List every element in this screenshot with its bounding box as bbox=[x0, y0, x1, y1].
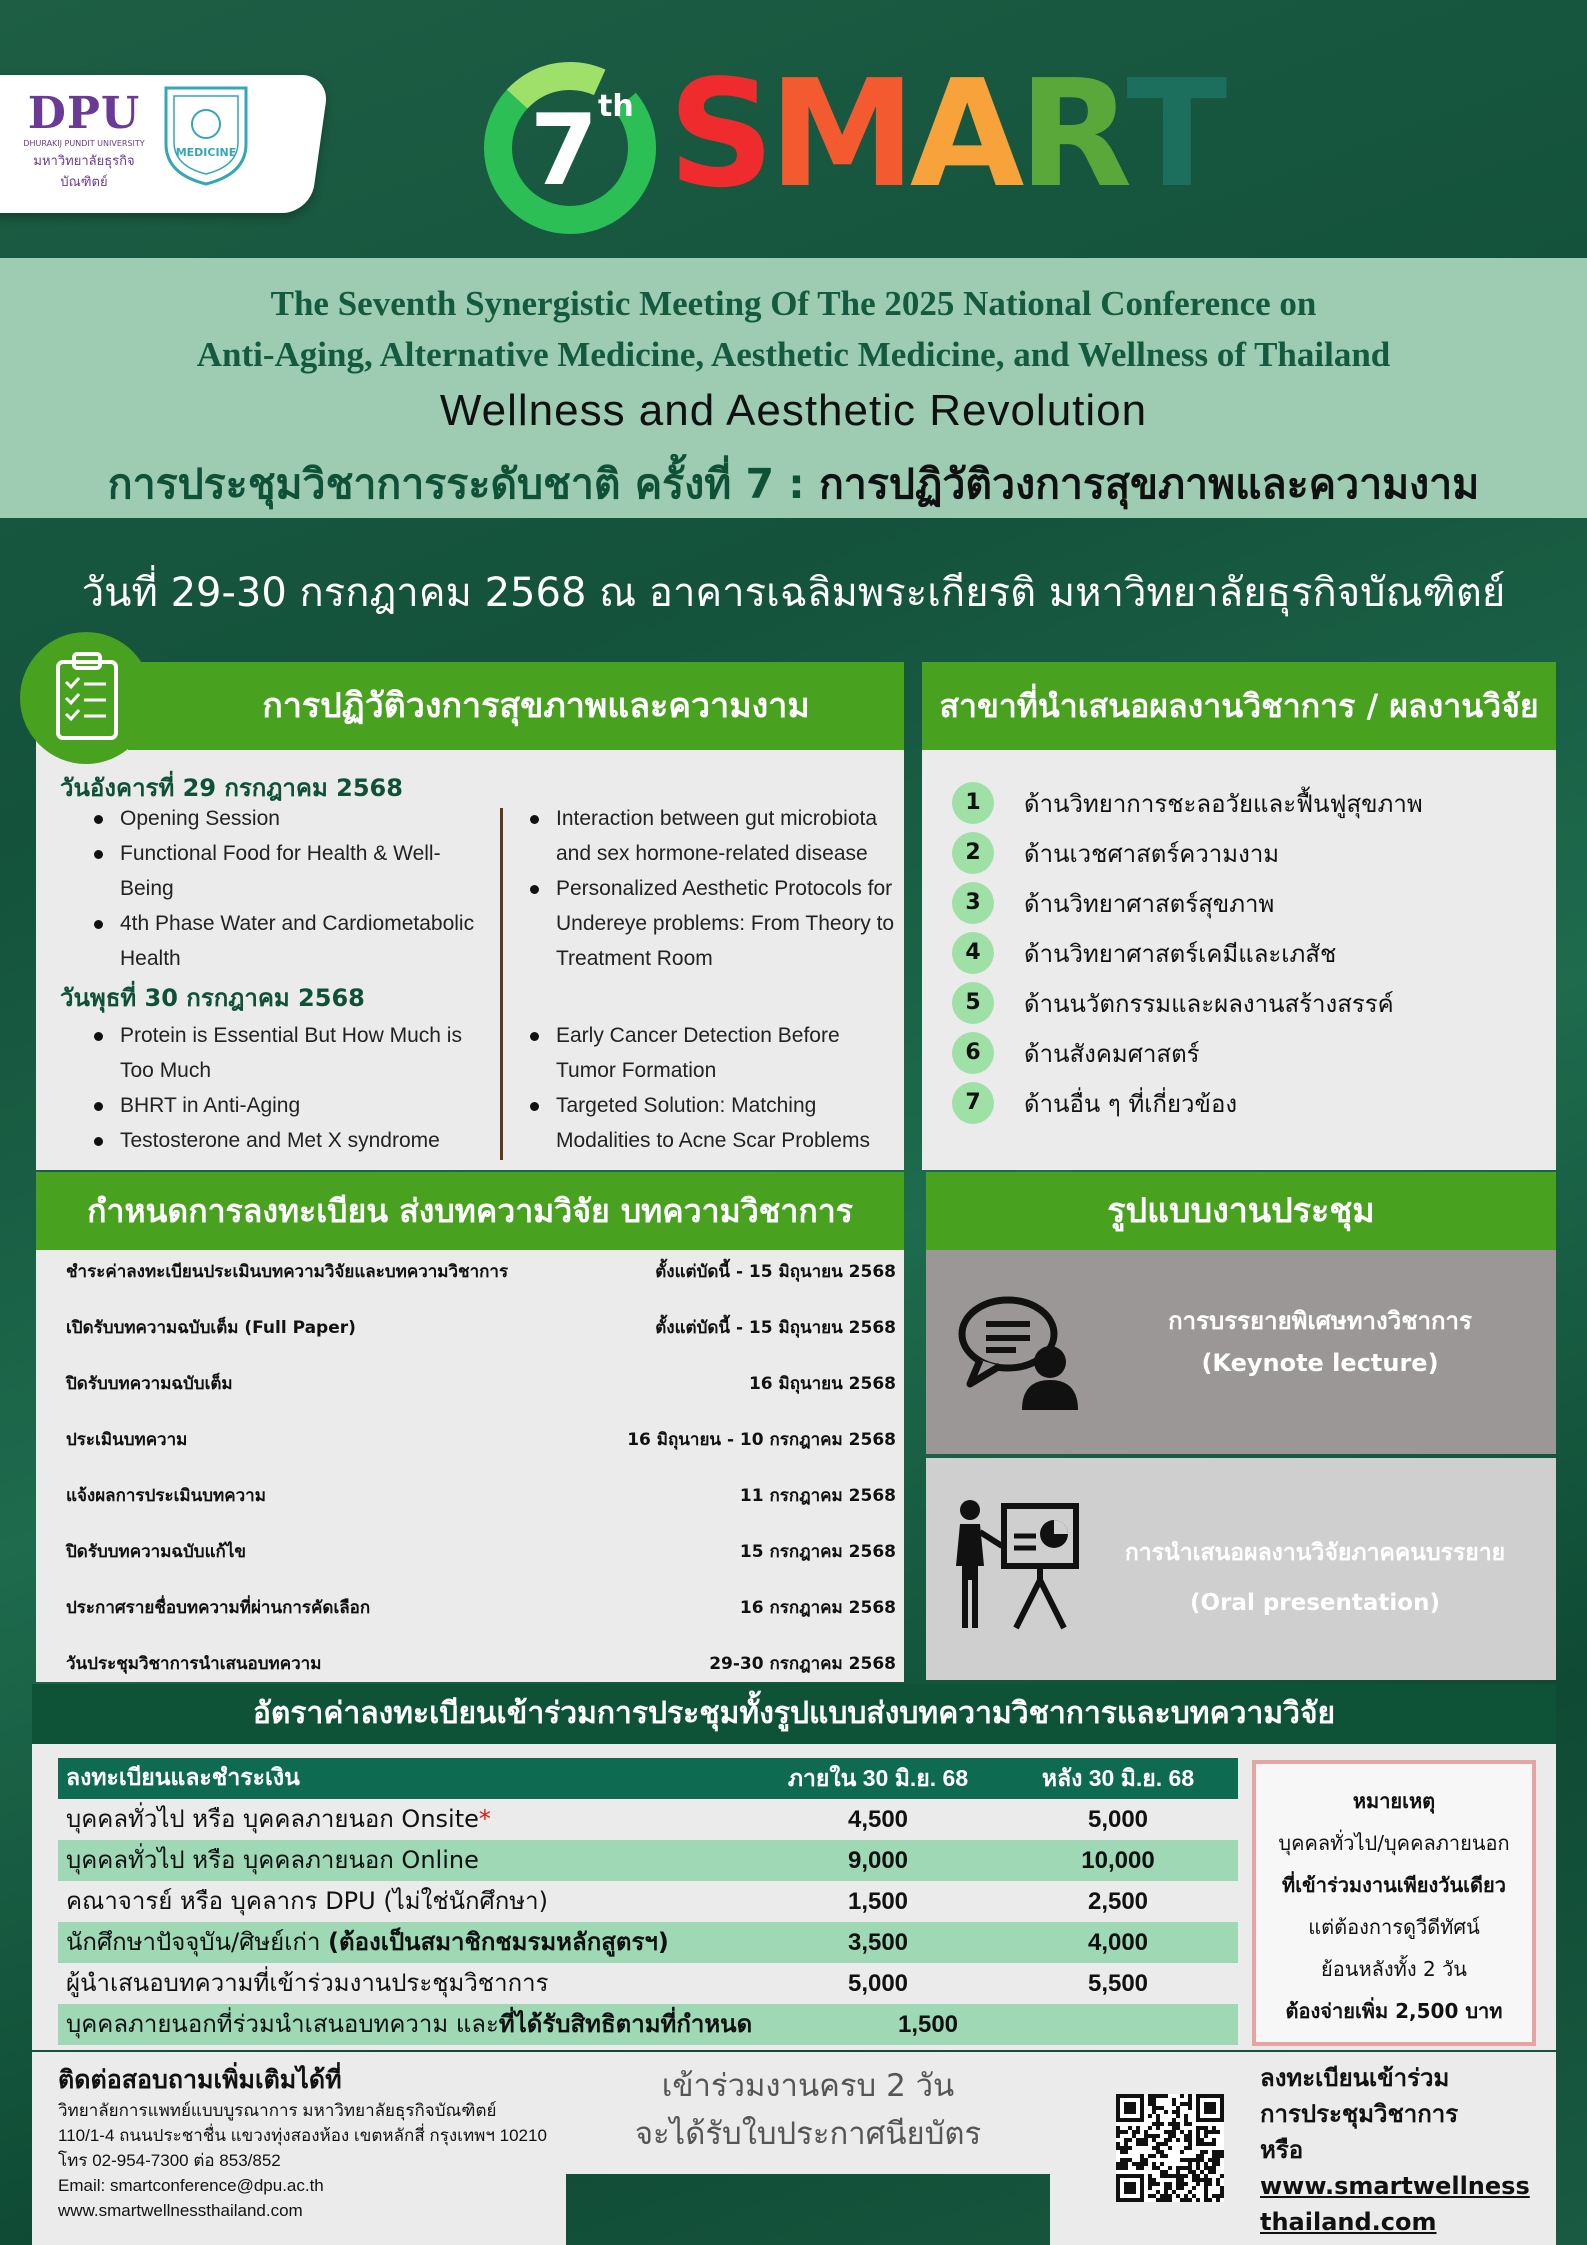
certificate-line2: จะได้รับใบประกาศนียบัตร bbox=[634, 2116, 982, 2152]
track-item bbox=[952, 828, 1542, 878]
fees-row-late: 2,500 bbox=[1087, 1888, 1149, 1915]
schedule-row bbox=[66, 1588, 896, 1644]
fees-row-early: 5,000 bbox=[847, 1970, 909, 1997]
dpu-logo bbox=[10, 88, 158, 190]
schedule-date: 29-30 กรกฎาคม 2568 bbox=[709, 1654, 896, 1674]
session-item: Targeted Solution: Matching Modalities to Acne Scar Problems bbox=[526, 1088, 896, 1158]
fees-last-label bbox=[58, 2004, 758, 2045]
schedule-row bbox=[66, 1420, 896, 1476]
schedule-heading: กำหนดการลงทะเบียน ส่งบทความวิจัย บทความวิชาการ bbox=[36, 1172, 904, 1250]
dpu-logo-text: DPU bbox=[27, 88, 141, 139]
contact-line: www.smartwellnessthailand.com bbox=[58, 2201, 303, 2220]
day2-sessions-right bbox=[526, 1018, 896, 1158]
track-label: ด้านนวัตกรรมและผลงานสร้างสรรค์ bbox=[1024, 989, 1394, 1018]
presenter-easel-icon bbox=[944, 1496, 1080, 1632]
fees-row bbox=[58, 1799, 1238, 1840]
register-line3: หรือ bbox=[1260, 2136, 1304, 2164]
certificate-line1: เข้าร่วมงานครบ 2 วัน bbox=[661, 2068, 955, 2104]
fees-table bbox=[58, 1758, 1238, 2045]
fees-row-late: 10,000 bbox=[1081, 1847, 1155, 1874]
note-line1: บุคคลทั่วไป/บุคคลภายนอก bbox=[1278, 1831, 1510, 1855]
track-number-badge: 1 bbox=[952, 782, 994, 824]
schedule-date: 16 กรกฎาคม 2568 bbox=[739, 1598, 896, 1618]
speech-bubble-person-icon bbox=[956, 1288, 1084, 1410]
fees-row-label bbox=[58, 1840, 758, 1881]
fees-row-label bbox=[58, 1963, 758, 2004]
oral-english: (Oral presentation) bbox=[1190, 1590, 1440, 1616]
fees-col-early: ภายใน 30 มิ.ย. 68 bbox=[787, 1765, 969, 1791]
track-item bbox=[952, 1078, 1542, 1128]
day2-sessions-left bbox=[90, 1018, 480, 1158]
fees-last-label-bold: ที่ได้รับสิทธิตามที่กำหนด bbox=[498, 2010, 753, 2038]
session-item: Interaction between gut microbiota and sex hormone-related disease bbox=[526, 801, 896, 871]
fees-row-early: 9,000 bbox=[847, 1847, 909, 1874]
register-line2: การประชุมวิชาการ bbox=[1260, 2100, 1459, 2128]
fees-col-late: หลัง 30 มิ.ย. 68 bbox=[1041, 1765, 1195, 1791]
date-venue-line: วันที่ 29-30 กรกฎาคม 2568 ณ อาคารเฉลิมพระเกียรติ มหาวิทยาลัยธุรกิจบัณฑิตย์ bbox=[81, 570, 1506, 616]
contact-line: Email: smartconference@dpu.ac.th bbox=[58, 2176, 324, 2195]
track-label: ด้านวิทยาศาสตร์สุขภาพ bbox=[1024, 889, 1275, 918]
track-number-badge: 7 bbox=[952, 1082, 994, 1124]
contact-heading: ติดต่อสอบถามเพิ่มเติมได้ที่ bbox=[58, 2065, 342, 2094]
clipboard-badge bbox=[20, 632, 152, 764]
track-label: ด้านวิทยาศาสตร์เคมีและเภสัช bbox=[1024, 939, 1337, 968]
schedule-row bbox=[66, 1476, 896, 1532]
fees-row-label bbox=[58, 1881, 758, 1922]
contact-line: โทร 02-954-7300 ต่อ 853/852 bbox=[58, 2151, 281, 2170]
session-item: BHRT in Anti-Aging bbox=[90, 1088, 480, 1123]
schedule-item: ชำระค่าลงทะเบียนประเมินบทความวิจัยและบทความวิชาการ bbox=[66, 1262, 509, 1282]
register-text bbox=[1260, 2060, 1530, 2240]
fees-row-early: 3,500 bbox=[847, 1929, 909, 1956]
edition-number: 7 bbox=[529, 94, 599, 208]
smart-letter-s: S bbox=[668, 48, 769, 220]
fees-row-label-text: บุคคลทั่วไป หรือ บุคคลภายนอก Onsite bbox=[66, 1805, 479, 1833]
fees-row-label-text: บุคคลทั่วไป หรือ บุคคลภายนอก Online bbox=[66, 1846, 479, 1874]
schedule-row bbox=[66, 1308, 896, 1364]
track-number-badge: 6 bbox=[952, 1032, 994, 1074]
keynote-english: (Keynote lecture) bbox=[1201, 1349, 1439, 1377]
schedule-item: ประกาศรายชื่อบทความที่ผ่านการคัดเลือก bbox=[66, 1598, 371, 1618]
fees-row-label-text: นักศึกษาปัจจุบัน/ศิษย์เก่า bbox=[66, 1928, 329, 1956]
fees-row-label bbox=[58, 1799, 758, 1840]
fees-last-row bbox=[58, 2004, 1238, 2045]
fees-row-label bbox=[58, 1922, 758, 1963]
title-thai-prefix: การประชุมวิชาการระดับชาติ ครั้งที่ 7 : bbox=[107, 460, 819, 508]
session-item: Testosterone and Met X syndrome bbox=[90, 1123, 480, 1158]
note-title: หมายเหตุ bbox=[1352, 1789, 1436, 1813]
program-divider bbox=[500, 808, 503, 1160]
medicine-seal-logo bbox=[160, 82, 252, 188]
smart-wordmark bbox=[668, 48, 1222, 220]
schedule-item: เปิดรับบทความฉบับเต็ม (Full Paper) bbox=[66, 1318, 356, 1338]
fees-row bbox=[58, 1963, 1238, 2004]
track-number-badge: 2 bbox=[952, 832, 994, 874]
register-link-part2[interactable]: thailand.com bbox=[1260, 2208, 1437, 2236]
fees-row bbox=[58, 1922, 1238, 1963]
smart-letter-r: R bbox=[1018, 48, 1127, 220]
fees-row bbox=[58, 1881, 1238, 1922]
note-line5: ต้องจ่ายเพิ่ม 2,500 บาท bbox=[1285, 1999, 1503, 2023]
session-item: Personalized Aesthetic Protocols for Undereye problems: From Theory to Treatment Room bbox=[526, 871, 896, 976]
fees-row-early: 4,500 bbox=[847, 1806, 909, 1833]
track-number-badge: 5 bbox=[952, 982, 994, 1024]
fees-row-late: 4,000 bbox=[1087, 1929, 1149, 1956]
session-item: Opening Session bbox=[90, 801, 480, 836]
title-thai-theme: การปฏิวัติวงการสุขภาพและความงาม bbox=[818, 460, 1480, 508]
schedule-item: ประเมินบทความ bbox=[66, 1430, 188, 1450]
fees-last-value: 1,500 bbox=[897, 2011, 959, 2038]
tracks-list bbox=[952, 778, 1542, 1128]
track-item bbox=[952, 878, 1542, 928]
session-item: Protein is Essential But How Much is Too Much bbox=[90, 1018, 480, 1088]
session-item: 4th Phase Water and Cardiometabolic Health bbox=[90, 906, 480, 976]
track-number-badge: 4 bbox=[952, 932, 994, 974]
seal-text: MEDICINE bbox=[175, 146, 237, 159]
track-label: ด้านสังคมศาสตร์ bbox=[1024, 1039, 1200, 1068]
track-item bbox=[952, 978, 1542, 1028]
session-item: Functional Food for Health & Well-Being bbox=[90, 836, 480, 906]
title-thai bbox=[0, 452, 1587, 517]
tracks-heading: สาขาที่นำเสนอผลงานวิชาการ / ผลงานวิจัย bbox=[922, 662, 1556, 750]
schedule-item: ปิดรับบทความฉบับแก้ไข bbox=[66, 1542, 247, 1562]
keynote-label bbox=[1110, 1300, 1530, 1384]
schedule-item: ปิดรับบทความฉบับเต็ม bbox=[66, 1374, 233, 1394]
note-box bbox=[1252, 1760, 1536, 2046]
fees-header-row bbox=[58, 1758, 1238, 1799]
schedule-date: 16 มิถุนายน 2568 bbox=[748, 1374, 896, 1394]
fees-col-type: ลงทะเบียนและชำระเงิน bbox=[66, 1765, 300, 1791]
track-label: ด้านเวชศาสตร์ความงาม bbox=[1024, 839, 1280, 868]
oral-thai: การนำเสนอผลงานวิจัยภาคคนบรรยาย bbox=[1124, 1540, 1506, 1566]
schedule-table bbox=[66, 1252, 896, 1700]
schedule-date: 11 กรกฎาคม 2568 bbox=[739, 1486, 896, 1506]
track-item bbox=[952, 1028, 1542, 1078]
register-link-part1[interactable]: www.smartwellness bbox=[1260, 2172, 1530, 2200]
track-number-badge: 3 bbox=[952, 882, 994, 924]
register-line1: ลงทะเบียนเข้าร่วม bbox=[1260, 2064, 1450, 2092]
fees-row-label-text: ผู้นำเสนอบทความที่เข้าร่วมงานประชุมวิชาการ bbox=[66, 1969, 549, 1997]
note-line3: แต่ต้องการดูวีดีทัศน์ bbox=[1308, 1915, 1480, 1939]
oral-label bbox=[1100, 1528, 1530, 1628]
schedule-row bbox=[66, 1532, 896, 1588]
title-en-line2: Anti-Aging, Alternative Medicine, Aesthetic Medicine, and Wellness of Thailand bbox=[196, 335, 1391, 374]
edition-ring-logo bbox=[478, 56, 664, 236]
track-item bbox=[952, 928, 1542, 978]
certificate-text bbox=[566, 2062, 1050, 2158]
track-item bbox=[952, 778, 1542, 828]
contact-lines bbox=[58, 2098, 547, 2223]
fees-row-early: 1,500 bbox=[847, 1888, 909, 1915]
smart-letter-a: A bbox=[909, 48, 1019, 220]
format-heading: รูปแบบงานประชุม bbox=[926, 1172, 1556, 1250]
fees-row-label-text: คณาจารย์ หรือ บุคลากร DPU (ไม่ใช่นักศึกษา) bbox=[66, 1887, 548, 1915]
schedule-item: วันประชุมวิชาการนำเสนอบทความ bbox=[66, 1654, 322, 1674]
schedule-date: ตั้งแต่บัดนี้ - 15 มิถุนายน 2568 bbox=[655, 1262, 896, 1282]
day1-sessions-right bbox=[526, 801, 896, 976]
track-label: ด้านวิทยาการชะลอวัยและฟื้นฟูสุขภาพ bbox=[1024, 789, 1423, 818]
schedule-date: 16 มิถุนายน - 10 กรกฎาคม 2568 bbox=[627, 1430, 896, 1450]
schedule-date: 15 กรกฎาคม 2568 bbox=[739, 1542, 896, 1562]
dpu-logo-sub: DHURAKIJ PUNDIT UNIVERSITY bbox=[23, 139, 145, 148]
fees-heading: อัตราค่าลงทะเบียนเข้าร่วมการประชุมทั้งรูปแบบส่งบทความวิชาการและบทความวิจัย bbox=[252, 1696, 1336, 1731]
fees-row-label-bold: (ต้องเป็นสมาชิกชมรมหลักสูตรฯ) bbox=[328, 1928, 669, 1956]
clipboard-icon bbox=[20, 632, 152, 764]
schedule-item: แจ้งผลการประเมินบทความ bbox=[66, 1486, 266, 1506]
edition-suffix: th bbox=[598, 89, 634, 124]
day1-label: วันอังคารที่ 29 กรกฎาคม 2568 bbox=[60, 774, 403, 802]
schedule-row bbox=[66, 1252, 896, 1308]
day2-label: วันพุธที่ 30 กรกฎาคม 2568 bbox=[60, 984, 365, 1012]
qr-code-icon[interactable] bbox=[1116, 2094, 1224, 2202]
track-label: ด้านอื่น ๆ ที่เกี่ยวข้อง bbox=[1024, 1089, 1238, 1118]
dpu-logo-thai: มหาวิทยาลัยธุรกิจบัณฑิตย์ bbox=[33, 154, 135, 190]
title-en-line1: The Seventh Synergistic Meeting Of The 2025 National Conference on bbox=[270, 284, 1317, 323]
session-item: Early Cancer Detection Before Tumor Formation bbox=[526, 1018, 896, 1088]
smart-letter-t: T bbox=[1126, 48, 1222, 220]
program-heading: การปฏิวัติวงการสุขภาพและความงาม bbox=[128, 662, 904, 750]
fees-last-label-text: บุคคลภายนอกที่ร่วมนำเสนอบทความ และ bbox=[66, 2010, 499, 2038]
conference-theme: Wellness and Aesthetic Revolution bbox=[439, 386, 1148, 435]
fees-row-asterisk: * bbox=[478, 1805, 491, 1833]
fees-body bbox=[58, 1799, 1238, 2004]
fees-row bbox=[58, 1840, 1238, 1881]
smart-letter-m: M bbox=[768, 48, 910, 220]
day1-sessions-left bbox=[90, 801, 480, 976]
schedule-date: ตั้งแต่บัดนี้ - 15 มิถุนายน 2568 bbox=[655, 1318, 896, 1338]
fees-row-late: 5,500 bbox=[1087, 1970, 1149, 1997]
schedule-row bbox=[66, 1364, 896, 1420]
fees-row-late: 5,000 bbox=[1087, 1806, 1149, 1833]
keynote-thai: การบรรยายพิเศษทางวิชาการ bbox=[1168, 1307, 1472, 1335]
note-line2: ที่เข้าร่วมงานเพียงวันเดียว bbox=[1282, 1873, 1506, 1897]
contact-line: 110/1-4 ถนนประชาชื่น แขวงทุ่งสองห้อง เขตหลักสี่ กรุงเทพฯ 10210 bbox=[58, 2126, 547, 2145]
contact-line: วิทยาลัยการแพทย์แบบบูรณาการ มหาวิทยาลัยธุรกิจบัณฑิตย์ bbox=[58, 2101, 497, 2120]
note-line4: ย้อนหลังทั้ง 2 วัน bbox=[1321, 1957, 1467, 1981]
